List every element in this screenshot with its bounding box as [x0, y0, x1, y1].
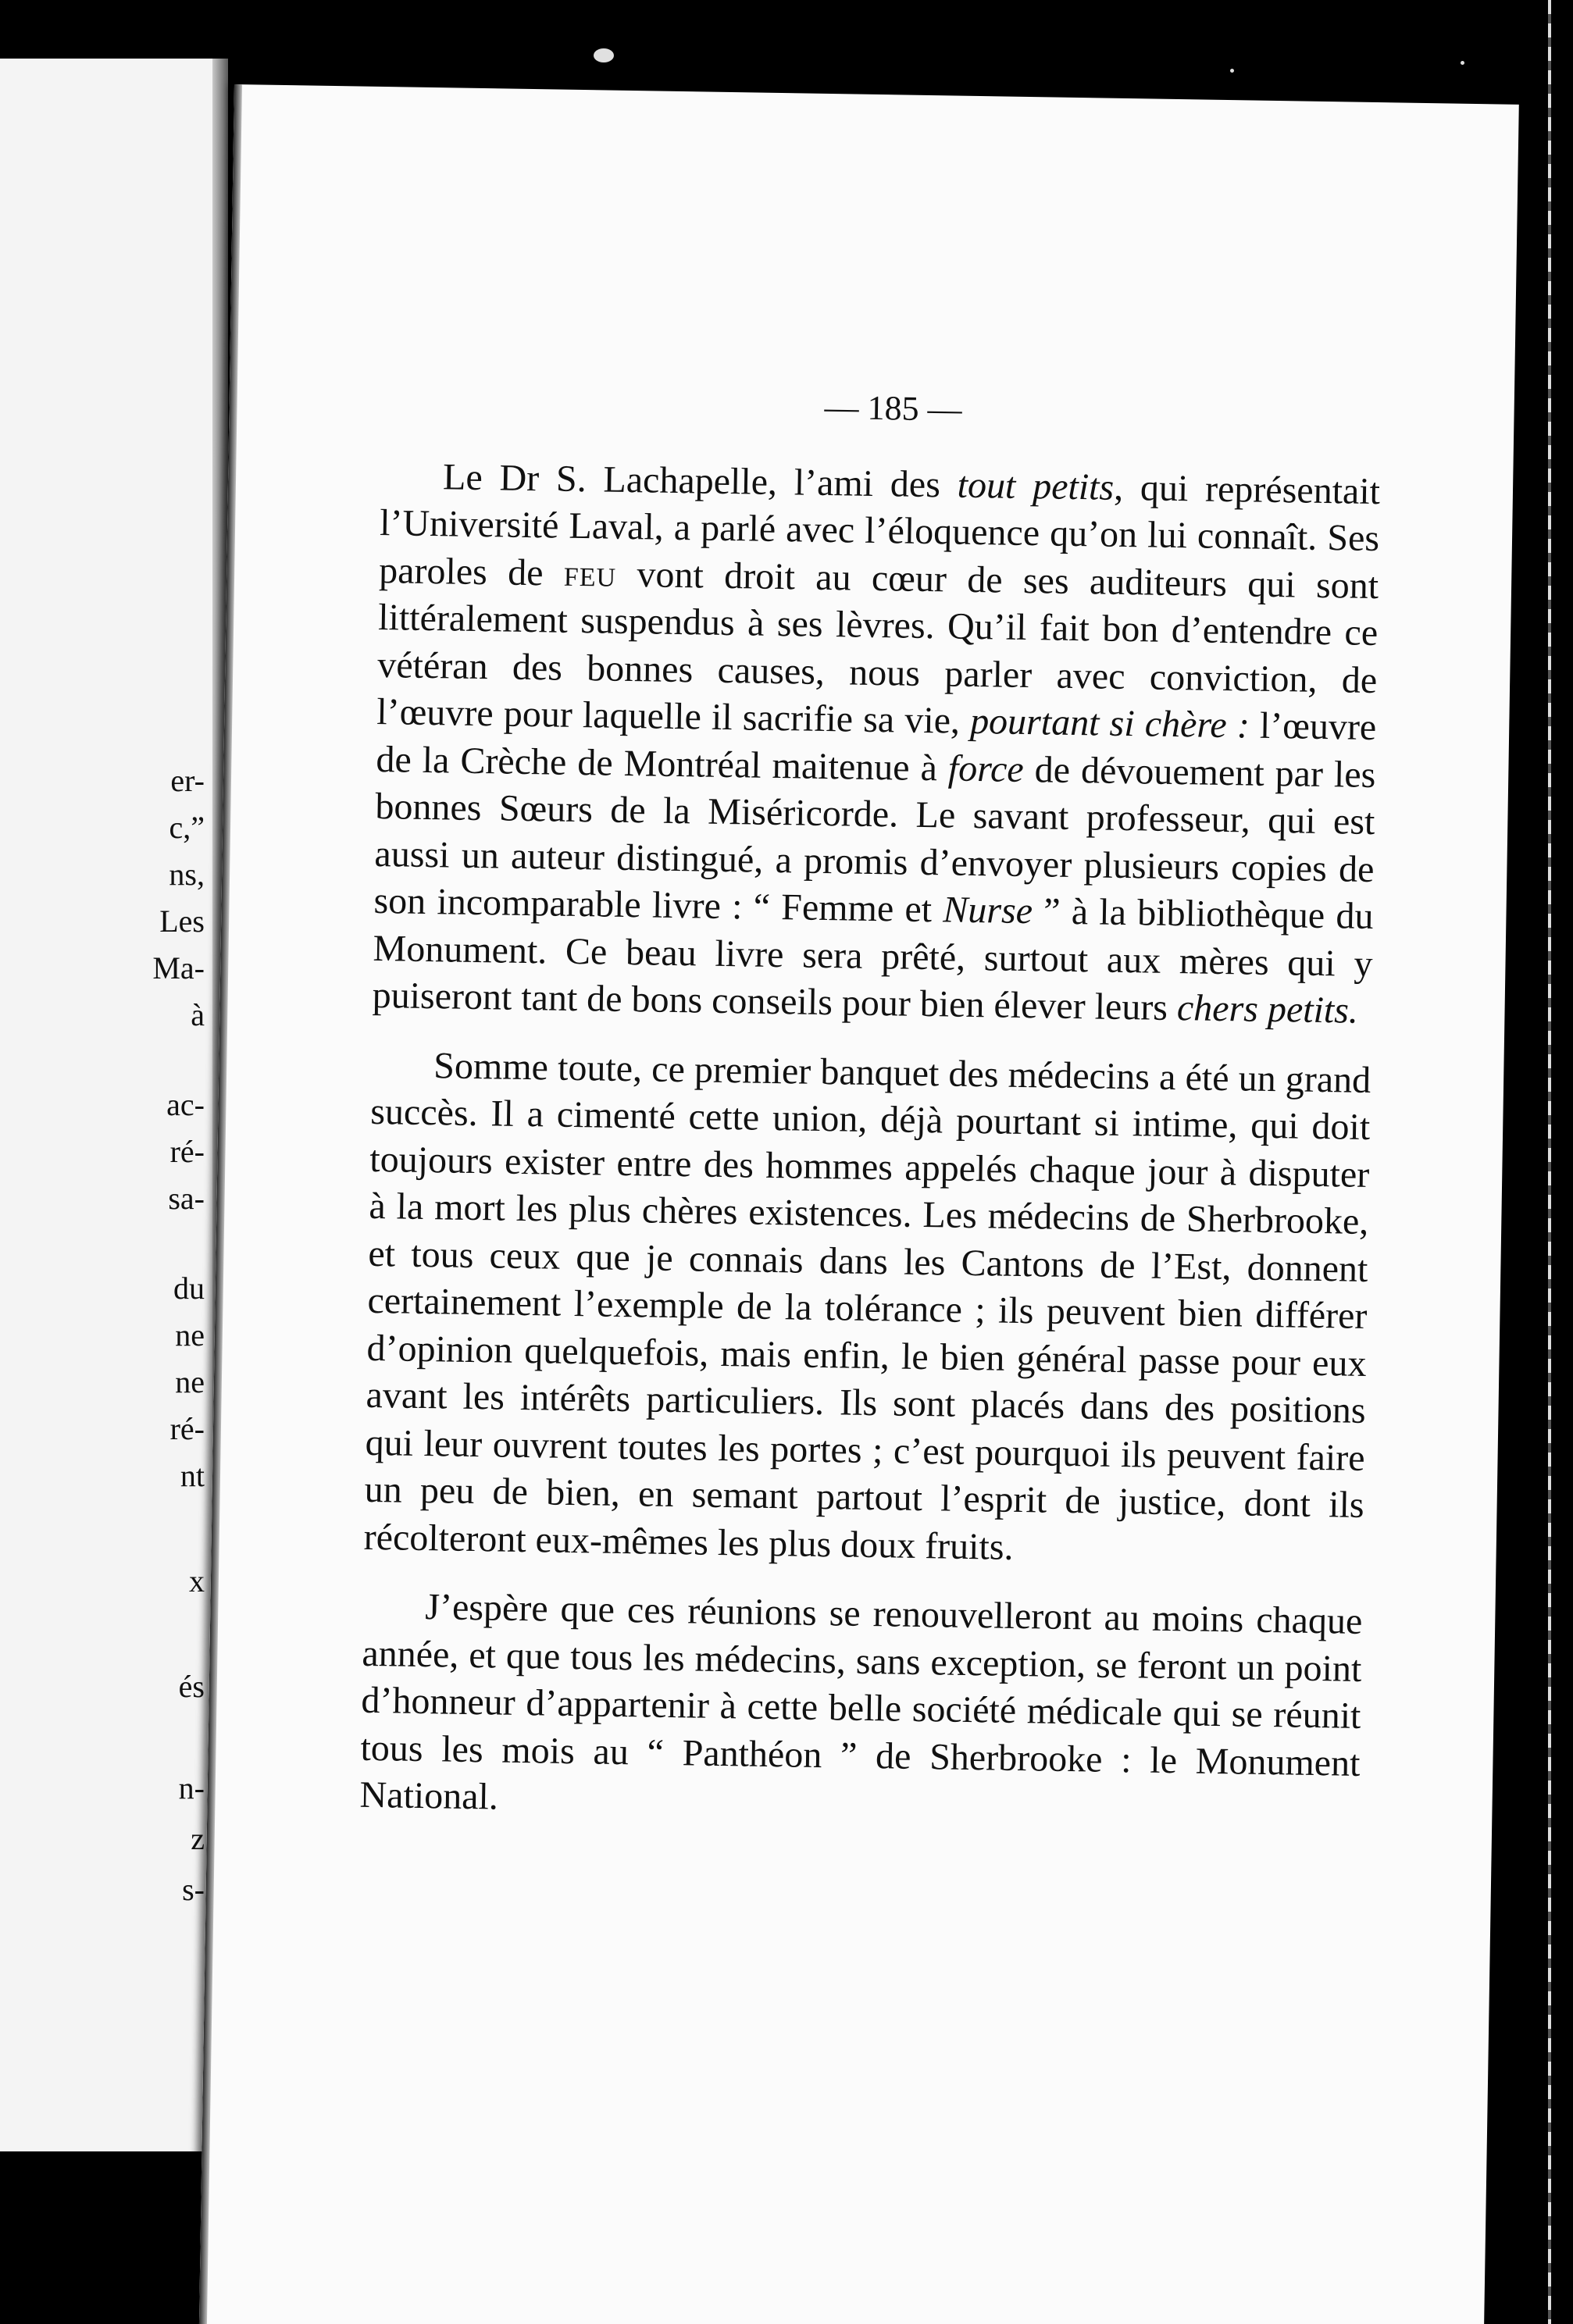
text-run: vont droit au cœur de ses auditeurs qui sont littéralement suspendus à ses lèvres. Qu’il fait bon d’entendre ce vétéran des bonnes causes, nous parler avec conviction, de l’œuvre pour laquelle il sacrifie sa vie, — [376, 553, 1379, 742]
left-page-fragment: ne — [175, 1317, 205, 1353]
page-text-block — [359, 377, 1382, 1834]
left-page-fragment: Ma- — [152, 950, 205, 986]
scan-speck — [1461, 61, 1464, 65]
left-facing-page — [0, 59, 228, 2151]
film-edge-stripe — [1548, 0, 1551, 2324]
left-page-fragment: ac- — [166, 1087, 205, 1122]
scan-speck — [1230, 69, 1234, 73]
page-number: — 185 — — [824, 387, 962, 429]
italic-text: pourtant si chère : — [969, 700, 1250, 747]
text-run: Le Dr S. Lachapelle, l’ami des — [442, 455, 958, 506]
left-page-fragment: ns, — [169, 857, 205, 892]
left-page-fragment: ne — [175, 1364, 205, 1399]
left-page-fragment: du — [173, 1271, 205, 1306]
small-caps-text: feu — [563, 552, 617, 595]
scan-speck — [594, 48, 614, 62]
italic-text: force — [947, 747, 1025, 790]
left-page-fragment: s- — [182, 1872, 205, 1907]
text-run: ” à la bibliothèque du Monument. Ce beau livre sera prêté, surtout aux mères qui y puiseront tant de bons conseils pour bien élever leurs — [372, 890, 1374, 1029]
text-run: J’espère que ces réunions se renouvelleront au moins chaque année, et que tous les médecins, sans exception, se feront un point d’honneur d’appartenir à cette belle société médicale qui se réunit tous les mois au “ Panthéon ” de Sherbrooke : le Monument National. — [359, 1586, 1363, 1818]
paragraphs-container — [359, 453, 1380, 1835]
text-run: de dévouement par les bonnes Sœurs de la Miséricorde. Le savant professeur, qui est aussi un auteur distingué, a promis d’envoyer plusieurs copies de son incomparable livre : “ Femme et — [373, 748, 1376, 931]
left-page-fragment: x — [189, 1563, 205, 1599]
text-run: Somme toute, ce premier banquet des médecins a été un grand succès. Il a cimenté cette union, déjà pourtant si intime, qui doit toujours exister entre des hommes appelés chaque jour à disputer à la mort les plus chères existences. Les médecins de Sherbrooke, et tous ceux que je connais dans les Cantons de l’Est, donnent certainement l’exemple de la tolérance ; ils peuvent bien différer d’opinion quelquefois, mais enfin, le bien général passe pour eux avant les intérêts particuliers. Ils sont placés dans des positions qui leur ouvrent toutes les portes ; c’est pourquoi ils peuvent faire un peu de bien, en semant partout l’esprit de justice, dont ils récolteront eux-mêmes les plus doux fruits. — [363, 1044, 1371, 1568]
left-page-fragment: sa- — [168, 1181, 205, 1216]
book-page — [199, 84, 1519, 2324]
left-page-fragment: à — [191, 997, 205, 1032]
left-page-fragment: er- — [170, 763, 205, 798]
italic-text: chers petits. — [1176, 987, 1359, 1032]
left-page-fragment: z — [191, 1821, 205, 1856]
left-page-fragment: ré- — [169, 1134, 205, 1169]
paragraph — [363, 1041, 1371, 1577]
left-page-fragment: ré- — [169, 1411, 205, 1446]
italic-text: tout petits — [957, 464, 1115, 508]
text-run: l’œuvre de la Crèche de Montréal maitenue à — [376, 704, 1377, 789]
text-run: , qui représentait l’Université Laval, a parlé avec l’éloquence qu’on lui connaît. Ses paroles de — [378, 466, 1381, 594]
italic-text: Nurse — [942, 889, 1033, 932]
left-page-fragment: c,” — [169, 810, 205, 845]
left-page-fragment: n- — [178, 1770, 205, 1805]
paragraph — [359, 1583, 1363, 1835]
left-page-fragment: és — [178, 1669, 205, 1704]
left-page-fragment: nt — [180, 1458, 205, 1493]
left-page-fragment: Les — [159, 904, 205, 939]
paragraph — [372, 453, 1380, 1035]
